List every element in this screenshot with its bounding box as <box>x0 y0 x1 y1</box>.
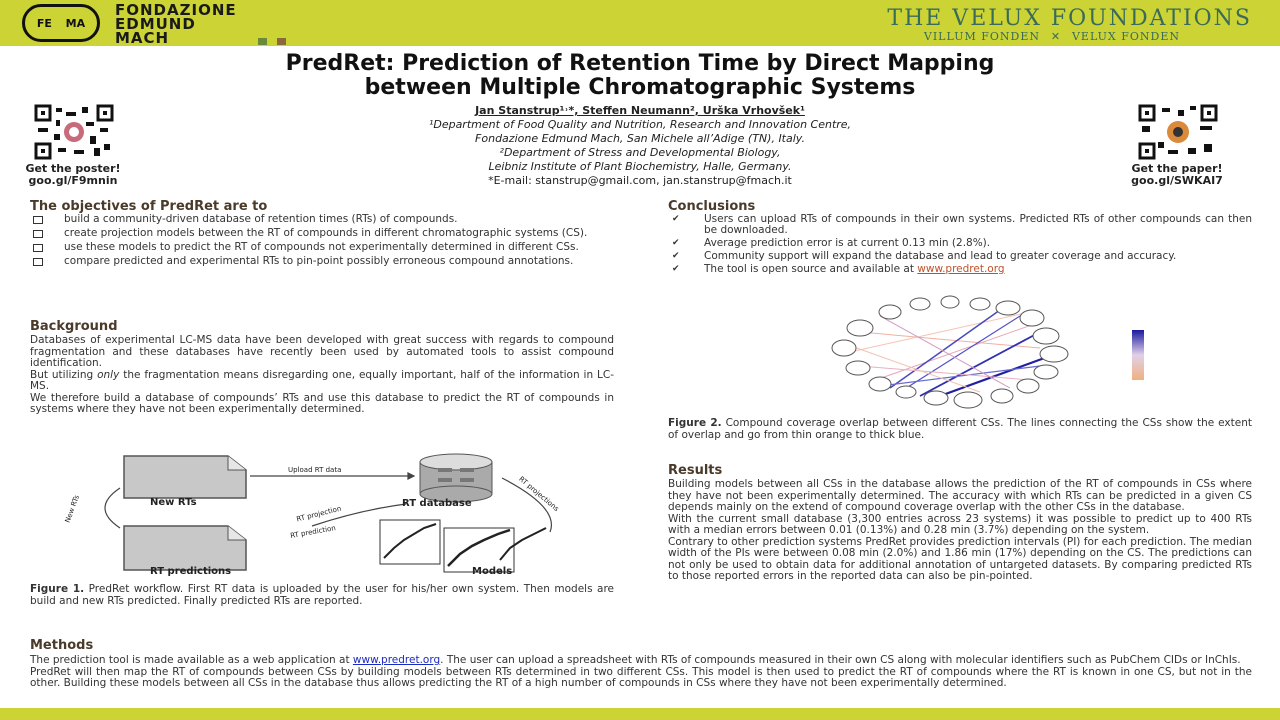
poster-title-line-1: PredRet: Prediction of Retention Time by Direct Mapping <box>285 51 995 76</box>
poster-title-line-2: between Multiple Chromatographic Systems <box>364 75 916 100</box>
background-p2 <box>30 370 614 393</box>
results-p3: Contrary to other prediction systems PredRet provides prediction intervals (PI) for each prediction. The median width of the PIs were between 0.08 min (2.0%) and 1.86 min (17%) depending on the CS. The predictions can not only be used to obtain data for additional annotation of untargeted datasets. By comparing predicted RTs to those reported errors in the reported data can also be pin-pointed. <box>668 535 1252 582</box>
fem-logo-mark-2: MA <box>65 16 86 30</box>
methods-p2: PredRet will then map the RT of compounds between CSs by building models between RTs determined in two different CSs. This model is then used to predict the RT of compounds where the RT is known in one CS, but not in the other. Building these models between all CSs in the database thus allows predicting the RT of a high number of compounds in CSs where they have not been experimentally determined. <box>30 665 1252 689</box>
upload-arrow-label: Upload RT data <box>288 466 342 474</box>
velux-subtitle: VILLUM FONDEN ✕ VELUX FONDEN <box>923 30 1180 43</box>
background-text <box>30 335 614 416</box>
database-cylinder-icon <box>420 454 492 502</box>
results-p2: With the current small database (3,300 entries across 23 systems) it was possible to predict up to 400 RTs with a median errors between 0.01 (0.13%) and 0.28 min (3.7%) depending on the system. <box>668 512 1252 536</box>
new-rts-label: New RTs <box>150 497 197 508</box>
qr-poster-caption <box>18 163 128 187</box>
qr-paper-caption <box>1122 163 1232 187</box>
objectives-heading: The objectives of PredRet are to <box>30 199 268 214</box>
results-text <box>668 479 1252 583</box>
contact-email: *E-mail: stanstrup@gmail.com, jan.stanstrup@fmach.it <box>488 174 792 187</box>
qr-paper-icon <box>1138 104 1218 160</box>
conclusion-item: ✔ Average prediction error is at current 0.13 min (2.8%). <box>668 238 1252 249</box>
conclusion-item: ✔ Users can upload RTs of compounds in their own systems. Predicted RTs of other compounds can then be downloaded. <box>668 214 1252 236</box>
conclusions-list <box>668 214 1252 277</box>
objective-item: use these models to predict the RT of compounds not experimentally determined in different CSs. <box>30 242 614 253</box>
methods-p1-a: The prediction tool is made available as a web application at <box>30 654 353 666</box>
qr-poster-caption-1: Get the poster! <box>25 162 121 175</box>
figure2-caption-text: Compound coverage overlap between different CSs. The lines connecting the CSs show the extent of overlap and go from thin orange to thick blue. <box>668 417 1252 441</box>
author-names: Jan Stanstrup¹˒*, Steffen Neumann², Urška Vrhovšek¹ <box>475 104 805 117</box>
qr-paper-caption-2: goo.gl/SWKAI7 <box>1131 174 1223 187</box>
figure2-network-graph <box>740 292 1160 410</box>
objective-item: compare predicted and experimental RTs to pin-point possibly erroneous compound annotations. <box>30 256 614 267</box>
projection-arrow-label: RT projection <box>295 504 343 524</box>
models-label: Models <box>472 566 513 577</box>
objective-item: create projection models between the RT of compounds in different chromatographic systems (CS). <box>30 228 614 239</box>
qr-code-paper[interactable] <box>1138 104 1218 154</box>
affiliation-2: Fondazione Edmund Mach, San Michele all’Adige (TN), Italy. <box>475 132 805 145</box>
fem-name-line-1: FONDAZIONE <box>115 1 237 19</box>
background-p1: Databases of experimental LC-MS data have been developed with great success with regards to compound fragmentation and these databases have recently been used by automated tools to assist compound identification. <box>30 334 614 369</box>
conclusions-heading: Conclusions <box>668 199 756 214</box>
methods-predret-link[interactable]: www.predret.org <box>352 654 441 666</box>
background-p3: We therefore build a database of compounds’ RTs and use this database to predict the RT of compounds in systems where they have not been experimentally determined. <box>30 391 614 415</box>
figure1-caption-text: PredRet workflow. First RT data is uploaded by the user for his/her own system. Then models are build and new RTs predicted. Finally predicted RTs are reported. <box>30 583 614 607</box>
qr-poster-caption-2: goo.gl/F9mnin <box>28 174 118 187</box>
fem-logo <box>22 4 100 42</box>
methods-p1 <box>30 655 1252 667</box>
rt-predictions-label: RT predictions <box>150 566 232 577</box>
qr-code-poster[interactable] <box>34 104 114 154</box>
results-heading: Results <box>668 463 723 478</box>
qr-paper-caption-1: Get the paper! <box>1131 162 1223 175</box>
velux-title: THE VELUX FOUNDATIONS <box>887 6 1252 31</box>
methods-p1-b: . The user can upload a spreadsheet with RTs of compounds measured in their own CS along with molecular identifiers such as PubChem CIDs or InChIs. <box>440 654 1241 666</box>
fem-logo-mark-1: FE <box>36 16 52 30</box>
figure1-caption <box>30 584 614 607</box>
figure1-caption-label: Figure 1. <box>30 583 85 595</box>
color-scale-legend <box>1132 330 1144 380</box>
methods-text <box>30 655 1252 690</box>
objectives-list <box>30 214 614 270</box>
methods-heading: Methods <box>30 638 94 653</box>
results-p1: Building models between all CSs in the database allows the prediction of the RT of compounds in CSs where they have not been experimentally determined. The accuracy with which RTs can be predicted in a given CS depends mainly on the extend of compound coverage overlap with the other CSs in the database. <box>668 478 1252 513</box>
objective-item: build a community-driven database of retention times (RTs) of compounds. <box>30 214 614 225</box>
rt-predictions-box <box>124 526 246 570</box>
conclusion-item-text: The tool is open source and available at <box>704 263 918 275</box>
authors-block <box>260 104 1020 188</box>
poster-title <box>40 52 1240 100</box>
models-plot-icon <box>380 520 546 572</box>
background-p2-emphasis: only <box>97 368 120 381</box>
conclusion-item: ✔ Community support will expand the database and lead to greater coverage and accuracy. <box>668 251 1252 262</box>
qr-poster-icon <box>34 104 114 160</box>
affiliation-1: ¹Department of Food Quality and Nutrition, Research and Innovation Centre, <box>428 118 852 131</box>
fem-name-line-3: MACH <box>115 29 170 47</box>
background-p2-b: the fragmentation means disregarding one, equally important, half of the information in LC-MS. <box>30 368 614 392</box>
predret-link[interactable]: www.predret.org <box>917 263 1005 275</box>
rt-database-label: RT database <box>402 498 472 509</box>
conclusion-item <box>668 264 1252 275</box>
fem-name <box>115 3 237 45</box>
figure2-caption <box>668 418 1252 441</box>
predict-arrow-label: RT prediction <box>289 524 337 540</box>
affiliation-3: ²Department of Stress and Developmental Biology, <box>499 146 781 159</box>
background-p2-a: But utilizing <box>30 368 98 381</box>
fem-name-line-2: EDMUND <box>115 15 196 33</box>
footer-bar <box>0 708 1280 720</box>
new-rts-box <box>124 456 246 498</box>
figure2-caption-label: Figure 2. <box>668 417 722 429</box>
report-arrow-label: New RTs <box>63 494 81 524</box>
right-arrow-label: RT projections <box>517 475 561 513</box>
background-heading: Background <box>30 319 118 334</box>
fem-squares <box>258 30 296 49</box>
affiliation-4: Leibniz Institute of Plant Biochemistry, Halle, Germany. <box>488 160 792 173</box>
